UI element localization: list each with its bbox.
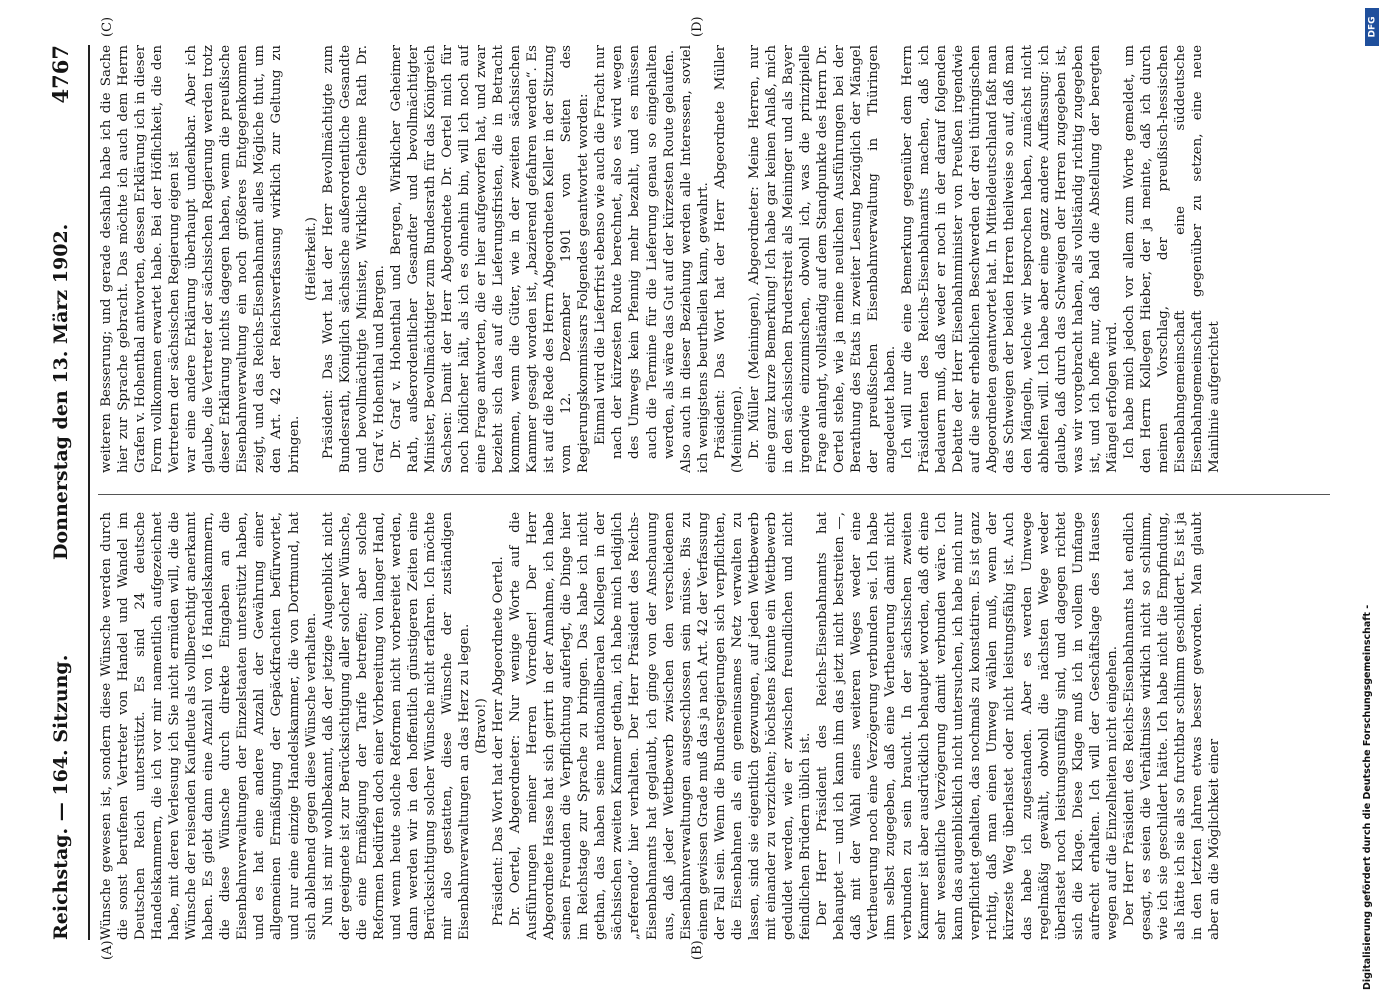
left-column bbox=[98, 512, 1330, 940]
speaker-paragraph: Dr. Müller (Meiningen), Abgeordneter: Meine Herren, nur eine ganz kurze Bemerkung! Ich habe gar keinen Anlaß, mich in den sächsischen Bruderstreit als Meininger und als Bayer irgendwie einzumischen, obwohl ich, was die prinzipielle Frage anlangt, vollständig auf dem Standpunkte des Herrn Dr. Oertel stehe, wie ja meine neulichen Ausführungen bei der Berathung des Etats in zweiter Lesung bezüglich der Mängel der preußischen Eisenbahnverwaltung in Thüringen angedeutet haben. bbox=[746, 45, 899, 473]
paragraph: Wünsche gewesen ist, sondern diese Wünsche werden durch die sonst berufenen Vertreter von Handel und Wandel im Deutschen Reich unterstützt. Es sind 24 deutsche Handelskammern, die ich vor mir namentlich aufgezeichnet habe, mit deren Verlesung ich Sie nicht ermüden will, die die Wünsche der reisenden Kaufleute als vollberechtigt anerkannt haben. Es giebt dann eine Anzahl von 16 Handelskammern, die diese Wünsche durch direkte Eingaben an die Eisenbahnverwaltungen der Einzelstaaten unterstützt haben, und es hat eine andere Anzahl der Gewährung einer allgemeinen Ermäßigung der Gepäckfrachten befürwortet, und nur eine einzige Handelskammer, die von Dortmund, hat sich ablehnend gegen diese Wünsche verhalten. bbox=[99, 512, 319, 940]
page-header bbox=[48, 45, 78, 940]
speaker-paragraph: Dr. Oertel, Abgeordneter: Nur wenige Worte auf die Ausführungen meiner Herren Vorredner! Der Herr Abgeordnete Hasse hat sich geirrt in der Annahme, ich habe seinen Freunden die Verpflichtung auferlegt, die Dinge hier im Reichstage zur Sprache zu bringen. Das habe ich nicht gethan, das haben seine nationalliberalen Kollegen in der sächsischen zweiten Kammer gethan, ich habe mich lediglich „referendo“ hier verhalten. Der Herr Präsident des Reichs-Eisenbahnamts hat geglaubt, ich ginge von der Anschauung aus, daß jeder Wettbewerb zwischen den verschiedenen Eisenbahnverwaltungen ausgeschlossen sein müsse. Bis zu einem gewissen Grade muß das ja nach Art. 42 der Verfassung der Fall sein. Wenn die Bundesregierungen sich verpflichten, die Eisenbahnen als ein gemeinsames Netz verwalten zu lassen, sind sie eigentlich gezwungen, auf jeden Wettbewerb mit einander zu verzichten; höchstens könnte ein Wettbewerb geduldet werden, wie er zwischen freundlichen und nicht feindlichen Brüdern üblich ist. bbox=[508, 512, 813, 940]
header-rule bbox=[88, 45, 90, 940]
page-number: 4767 bbox=[48, 45, 73, 104]
speaker-paragraph: Präsident: Das Wort hat der Herr Bevollmächtigte zum Bundesrath, Königlich sächsische außerordentliche Gesandte und bevollmächtigte Minister, Wirkliche Geheime Rath Dr. Graf v. Hohenthal und Bergen. bbox=[320, 45, 387, 473]
paragraph: Ich habe mich jedoch vor allem zum Worte gemeldet, um den Herrn Kollegen Hieber, der ja meinte, daß ich durch meinen Vorschlag, der preußisch-hessischen Eisenbahngemeinschaft eine süddeutsche Eisenbahngemeinschaft gegenüber zu setzen, eine neue Mainlinie aufgerichtet bbox=[1121, 45, 1223, 473]
margin-marker-b: (B) bbox=[690, 940, 705, 960]
column-divider bbox=[98, 494, 1330, 495]
paragraph: war eine andere Erklärung überhaupt undenkbar. Aber ich glaube, die Vertreter der sächsischen Regierung werden trotz dieser Erklärung nichts dagegen haben, wenn die preußische Eisenbahnverwaltung ein noch größeres Entgegenkommen zeigt, und das Reichs-Eisenbahnamt alles Mögliche thut, um den Art. 42 der Reichsverfassung wirklich zur Geltung zu bringen. bbox=[184, 45, 302, 473]
paragraph: Der Herr Präsident des Reichs-Eisenbahnamts hat endlich gesagt, es seien die Verhältnisse wirklich nicht so schlimm, wie ich sie geschildert hätte. Ich habe nicht die Empfindung, als hätte ich sie als so furchtbar schlimm geschildert. Es ist ja in den letzten Jahren etwas besser geworden. Man glaubt aber an die Möglichkeit einer bbox=[1121, 512, 1223, 940]
speaker-paragraph: Präsident: Das Wort hat der Herr Abgeordnete Müller (Meiningen). bbox=[712, 45, 745, 473]
paragraph: Also auch in dieser Beziehung werden alle Interessen, soviel ich wenigstens beurtheilen kann, gewahrt. bbox=[678, 45, 711, 473]
margin-marker-c: (C) bbox=[100, 16, 115, 37]
paragraph: Der Herr Präsident des Reichs-Eisenbahnamts hat behauptet — und ich kann ihm das jetzt nicht bestreiten —, daß mit der Wahl eines weiteren Weges weder eine Vertheuerung noch eine Verzögerung verbunden sei. Ich habe ihm selbst zugegeben, daß eine Vertheuerung damit nicht verbunden zu sein braucht. In der sächsischen zweiten Kammer ist aber ausdrücklich behauptet worden, daß oft eine sehr wesentliche Verzögerung damit verbunden wäre. Ich kann das augenblicklich nicht untersuchen, ich habe mich nur verpflichtet gehalten, das nochmals zu konstatiren. Es ist ganz richtig, daß man einen Umweg wählen muß, wenn der kürzeste Weg überlastet oder nicht leistungsfähig ist. Auch das habe ich zugestanden. Aber es werden Umwege regelmäßig gewählt, obwohl die nächsten Wege weder überlastet noch leistungsunfähig sind, und dagegen richtet sich die Klage. Diese Klage muß ich in vollem Umfange aufrecht erhalten. Ich will der Geschäftslage des Hauses wegen auf die Einzelheiten nicht eingehen. bbox=[814, 512, 1120, 940]
header-section: Reichstag. — 164. Sitzung. bbox=[50, 654, 72, 940]
interjection: (Bravo!) bbox=[474, 698, 490, 754]
header-date: Donnerstag den 13. März 1902. bbox=[50, 223, 72, 560]
margin-marker-d: (D) bbox=[690, 16, 705, 37]
dfg-logo-text: DFG bbox=[1367, 16, 1378, 38]
paragraph: Ich will nur die eine Bemerkung gegenüber dem Herrn Präsidenten des Reichs-Eisenbahnamts machen, daß ich bedauern muß, daß weder er noch in der darauf folgenden Debatte der Herr Eisenbahnminister von Preußen irgendwie auf die sehr erheblichen Beschwerden der drei thüringischen Abgeordneten geantwortet hat. In Mitteldeutschland faßt man das Schweigen der beiden Herren theilweise so auf, daß man den Mängeln, welche wir besprochen haben, zunächst nicht abhelfen will. Ich habe aber eine ganz andere Auffassung: ich glaube, daß durch das Schweigen der Herren zugegeben ist, was wir vorgebracht haben, als vollständig richtig zugegeben ist, und ich hoffe nur, daß bald die Abstellung der beregten Mängel erfolgen wird. bbox=[900, 45, 1120, 473]
interjection: (Heiterkeit.) bbox=[303, 217, 319, 301]
digitization-note: Digitalisierung gefördert durch die Deutsche Forschungsgemeinschaft - bbox=[1362, 604, 1373, 990]
right-column bbox=[98, 45, 1330, 473]
speaker-paragraph: Präsident: Das Wort hat der Herr Abgeordnete Oertel. bbox=[491, 556, 507, 926]
speaker-paragraph: Dr. Graf v. Hohenthal und Bergen, Wirklicher Geheimer Rath, außerordentlicher Gesandter und bevollmächtigter Minister, Bevollmächtigter zum Bundesrath für das Königreich Sachsen: Damit der Herr Abgeordnete Dr. Oertel mich für noch höflicher hält, als ich es ohnehin bin, will ich noch auf eine Frage antworten, die er hier aufgeworfen hat, und zwar bezieht sich das auf die Lieferungsfristen, die in Betracht kommen, wenn die Güter, wie in der zweiten sächsischen Kammer gesagt worden ist, „bazierend gefahren werden“. Es ist auf die Rede des Herrn Abgeordneten Keller in der Sitzung vom 12. Dezember 1901 von Seiten des Regierungskommissars Folgendes geantwortet worden: bbox=[388, 45, 592, 473]
paragraph: weiteren Besserung; und gerade deshalb habe ich die Sache hier zur Sprache gebracht. Das möchte ich auch dem Herrn Grafen v. Hohenthal antworten, dessen Erklärung ich in dieser Form vollkommen erwartet habe. Bei der Höflichkeit, die den Vertretern der sächsischen Regierung eigen ist bbox=[99, 45, 183, 473]
dfg-logo bbox=[1365, 8, 1379, 46]
margin-marker-a: (A) bbox=[100, 940, 115, 960]
paragraph: Nun ist mir wohlbekannt, daß der jetzige Augenblick nicht der geeignete ist zur Berücksichtigung aller solcher Wünsche, die eine Ermäßigung der Tarife betreffen; aber solche Reformen bedürfen doch einer Vorbereitung von langer Hand, und wenn heute solche Reformen nicht vorbereitet werden, dann werden wir in den hoffentlich günstigeren Zeiten eine Berücksichtigung solcher Wünsche nicht erfahren. Ich möchte mir also gestatten, diese Wünsche der zuständigen Eisenbahnverwaltungen an das Herz zu legen. bbox=[320, 512, 472, 940]
quoted-paragraph: Einmal wird die Lieferfrist ebenso wie auch die Fracht nur nach der kürzesten Route berechnet, also es wird wegen des Umwegs kein Pfennig mehr bezahlt, und es müssen auch die Termine für die Lieferung genau so eingehalten werden, als wäre das Gut auf der kürzesten Route gelaufen. bbox=[593, 45, 677, 459]
